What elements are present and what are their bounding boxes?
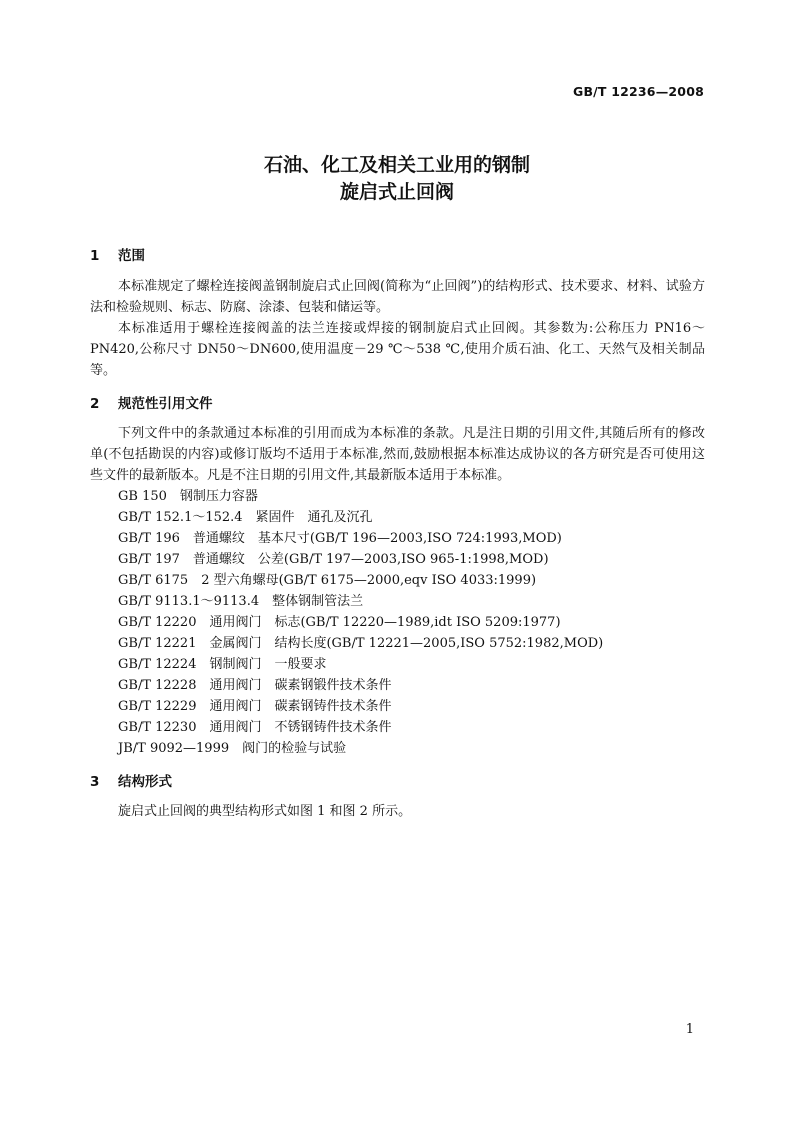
- page-number: 1: [685, 1022, 694, 1037]
- section-1-heading: [90, 244, 145, 264]
- reference-item: JB/T 9092—1999 阀门的检验与试验: [118, 741, 347, 756]
- reference-item: GB/T 9113.1～9113.4 整体钢制管法兰: [118, 594, 364, 609]
- normative-references-list: [118, 486, 603, 759]
- title-line-2: 旋启式止回阀: [339, 181, 454, 203]
- reference-item: GB/T 197 普通螺纹 公差(GB/T 197—2003,ISO 965-1:1998,MOD): [118, 552, 549, 567]
- reference-item: GB/T 12221 金属阀门 结构长度(GB/T 12221—2005,ISO 5752:1982,MOD): [118, 636, 604, 651]
- title-line-1: 石油、化工及相关工业用的钢制: [263, 154, 530, 176]
- section-number: 2: [90, 396, 100, 412]
- section-2-paragraph-1: 下列文件中的条款通过本标准的引用而成为本标准的条款。凡是注日期的引用文件,其随后所有的修改单(不包括勘误的内容)或修订版均不适用于本标准,然而,鼓励根据本标准达成协议的各方研究是否可使用这些文件的最新版本。凡是不注日期的引用文件,其最新版本适用于本标准。: [90, 426, 705, 483]
- reference-item: GB/T 152.1～152.4 紧固件 通孔及沉孔: [118, 510, 373, 525]
- reference-item: GB 150 钢制压力容器: [118, 489, 258, 504]
- reference-item: GB/T 12228 通用阀门 碳素钢锻件技术条件: [118, 678, 392, 693]
- document-title: [0, 152, 794, 206]
- section-1-paragraph-1: 本标准规定了螺栓连接阀盖钢制旋启式止回阀(简称为“止回阀”)的结构形式、技术要求、材料、试验方法和检验规则、标志、防腐、涂漆、包装和储运等。: [90, 279, 705, 315]
- standard-code: GB/T 12236—2008: [572, 84, 704, 99]
- reference-item: GB/T 196 普通螺纹 基本尺寸(GB/T 196—2003,ISO 724:1993,MOD): [118, 531, 562, 546]
- reference-item: GB/T 12230 通用阀门 不锈钢铸件技术条件: [118, 720, 392, 735]
- section-1-paragraph-2: 本标准适用于螺栓连接阀盖的法兰连接或焊接的钢制旋启式止回阀。其参数为:公称压力 PN16～PN420,公称尺寸 DN50～DN600,使用温度－29 ℃～538 ℃,使用介质石油、化工、天然气及相关制品等。: [90, 321, 705, 378]
- section-title: 规范性引用文件: [118, 396, 213, 412]
- reference-item: GB/T 12224 钢制阀门 一般要求: [118, 657, 327, 672]
- reference-item: GB/T 6175 2 型六角螺母(GB/T 6175—2000,eqv ISO 4033:1999): [118, 573, 537, 588]
- reference-item: GB/T 12220 通用阀门 标志(GB/T 12220—1989,idt ISO 5209:1977): [118, 615, 561, 630]
- section-number: 1: [90, 248, 100, 264]
- section-number: 3: [90, 774, 100, 790]
- section-title: 范围: [118, 248, 145, 264]
- reference-item: GB/T 12229 通用阀门 碳素钢铸件技术条件: [118, 699, 392, 714]
- section-title: 结构形式: [118, 774, 172, 790]
- section-3-paragraph-1: 旋启式止回阀的典型结构形式如图 1 和图 2 所示。: [118, 804, 412, 819]
- section-2-heading: [90, 392, 213, 412]
- section-3-heading: [90, 770, 172, 790]
